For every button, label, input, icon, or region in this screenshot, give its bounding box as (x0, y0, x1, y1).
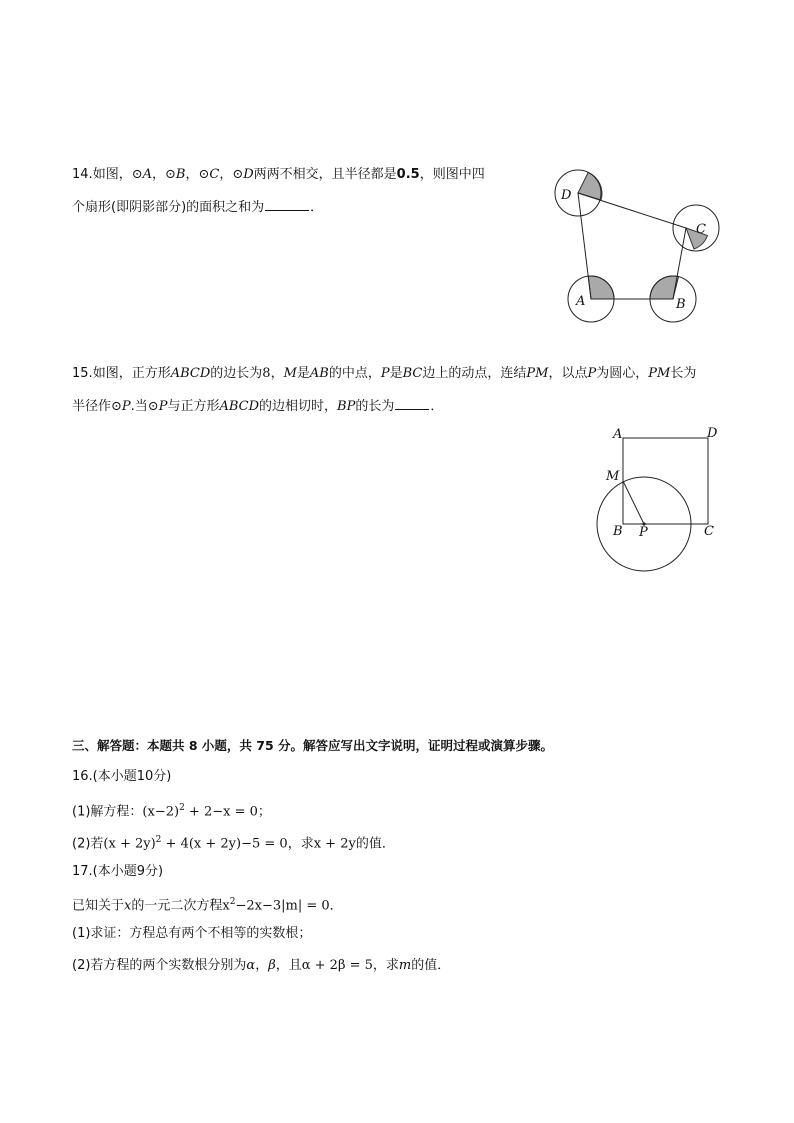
square-abcd (623, 438, 708, 524)
side-length: 8 (262, 366, 271, 381)
circle-d-label: ⊙D (232, 167, 254, 182)
answer-blank (265, 198, 309, 211)
radius-value: 0.5 (396, 167, 420, 182)
sector-b (650, 276, 679, 299)
segment-pm (623, 481, 644, 524)
q16-part-1: (1)解方程：$(x-2)^2 + 2-x = 0$； (72, 803, 271, 820)
q17-part-2: (2)若方程的两个实数根分别为α，β，且α + 2β = 5，求m的值． (72, 958, 451, 973)
label-m: M (606, 469, 620, 484)
q14-line-1: 14.如图，⊙A，⊙B，⊙C，⊙D两两不相交，且半径都是0.5，则图中四 (72, 167, 485, 182)
sector-a (588, 276, 614, 299)
q14-line-2: 个扇形(即阴影部分)的面积之和为 ． (72, 200, 324, 215)
q15-figure (590, 425, 730, 575)
label-d: D (707, 426, 718, 441)
q15-line-2: 半径作⊙P.当⊙P与正方形ABCD的边相切时，BP的长为 ． (72, 399, 444, 414)
label-c: C (704, 524, 714, 539)
q14-sectors (578, 172, 708, 299)
q15-line-1: 15.如图，正方形ABCD的边长为8，M是AB的中点，P是BC边上的动点，连结PM，以点P为圆心，PM长为 (72, 366, 697, 381)
q17-stem: 已知关于x的一元二次方程$x^2-2x-3|m| = 0$． (72, 897, 343, 914)
answer-blank (395, 397, 429, 410)
q14-figure (550, 160, 730, 330)
label-d: D (561, 188, 572, 203)
section-3-heading: 三、解答题：本题共 8 小题，共 75 分。解答应写出文字说明，证明过程或演算步骤。 (72, 738, 554, 753)
q17-title: 17.(本小题9分) (72, 864, 164, 879)
q15-number: 15. (72, 366, 93, 381)
label-p: P (639, 525, 648, 540)
label-a: A (576, 294, 586, 309)
circle-b-label: ⊙B (165, 167, 186, 182)
q17-part-1: (1)求证：方程总有两个不相等的实数根； (72, 926, 312, 941)
label-b: B (613, 524, 623, 539)
label-b: B (676, 297, 686, 312)
sector-d (578, 172, 602, 200)
circle-c-label: ⊙C (198, 167, 220, 182)
q16-part-2: (2)若$(x + 2y)^2 + 4(x + 2y)-5 = 0$，求x + 2y的值． (72, 835, 395, 852)
q14-number: 14. (72, 167, 93, 182)
label-c: C (696, 222, 706, 237)
q16-title: 16.(本小题10分) (72, 769, 172, 784)
label-a: A (613, 427, 623, 442)
circle-a-label: ⊙A (131, 167, 152, 182)
